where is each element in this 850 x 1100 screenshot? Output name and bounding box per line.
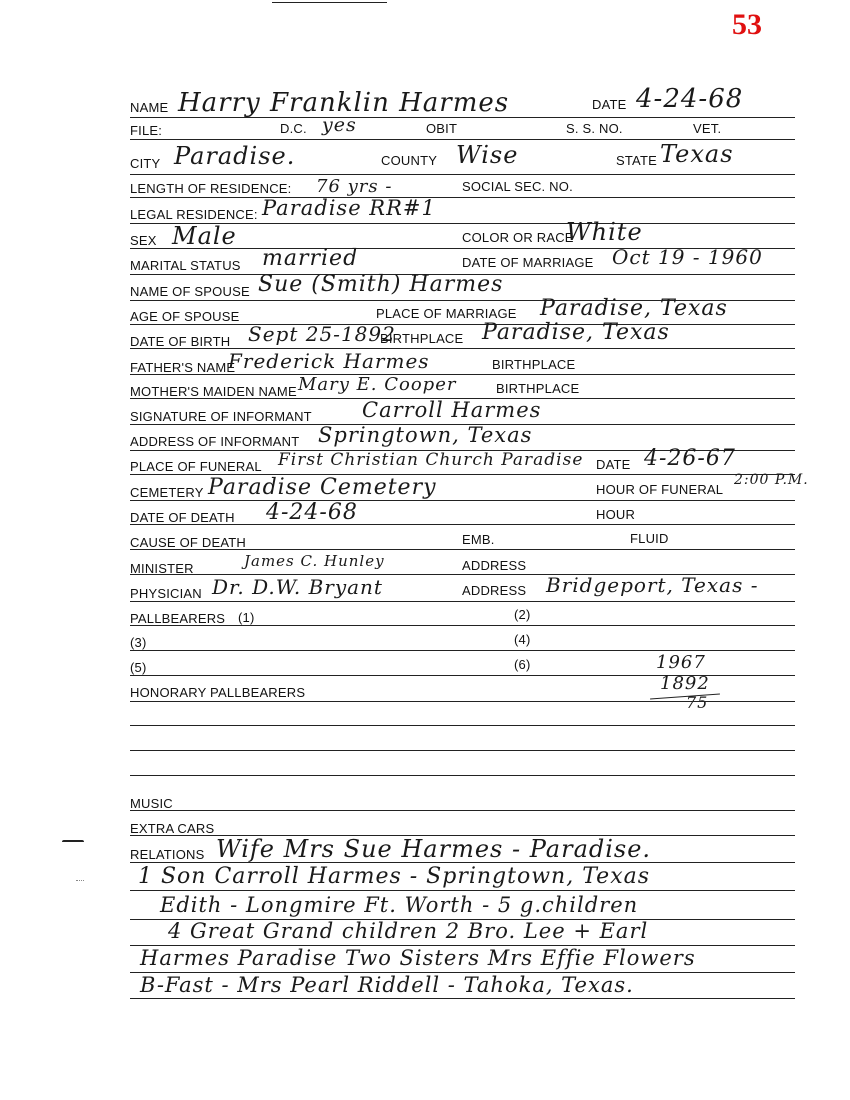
label-date: DATE (592, 97, 627, 112)
label-physician: PHYSICIAN (130, 586, 202, 601)
label-signature-informant: SIGNATURE OF INFORMANT (130, 409, 312, 424)
value-physician: Dr. D.W. Bryant (212, 575, 383, 599)
label-place-funeral: PLACE OF FUNERAL (130, 459, 262, 474)
label-date-birth: DATE OF BIRTH (130, 334, 231, 349)
relations-line-5: Harmes Paradise Two Sisters Mrs Effie Flowers (140, 946, 696, 970)
value-calc-1892: 1892 (660, 673, 710, 694)
margin-dot (76, 880, 84, 881)
label-ssno: S. S. NO. (566, 121, 623, 136)
label-mothers-maiden: MOTHER'S MAIDEN NAME (130, 384, 297, 399)
label-sex: SEX (130, 233, 157, 248)
value-date: 4-24-68 (636, 84, 744, 114)
label-honorary: HONORARY PALLBEARERS (130, 685, 306, 700)
label-marital-status: MARITAL STATUS (130, 258, 241, 273)
value-birthplace: Paradise, Texas (482, 320, 670, 345)
label-address-informant: ADDRESS OF INFORMANT (130, 434, 300, 449)
rule-pb3 (130, 650, 795, 651)
label-city: CITY (130, 156, 161, 171)
value-address-informant: Springtown, Texas (318, 423, 533, 447)
label-fathers-name: FATHER'S NAME (130, 360, 236, 375)
value-physician-address: Bridgeport, Texas - (546, 573, 759, 597)
relations-line-2: 1 Son Carroll Harmes - Springtown, Texas (138, 864, 651, 889)
value-fathers-name: Frederick Harmes (228, 349, 430, 373)
value-minister: James C. Hunley (244, 552, 385, 570)
value-signature-informant: Carroll Harmes (362, 398, 542, 422)
value-funeral-date: 4-26-67 (644, 446, 736, 471)
rule-cause (130, 549, 795, 550)
label-obit: OBIT (426, 121, 458, 136)
label-pb3: (3) (130, 635, 147, 650)
label-place-marriage: PLACE OF MARRIAGE (376, 306, 517, 321)
value-color-race: White (566, 218, 643, 246)
label-pb1: (1) (238, 610, 255, 625)
relations-line-1: Wife Mrs Sue Harmes - Paradise. (216, 835, 652, 863)
label-pb5: (5) (130, 660, 147, 675)
rule-blank-3 (130, 775, 795, 776)
rule-music (130, 810, 795, 811)
label-music: MUSIC (130, 796, 173, 811)
rule-father (130, 374, 795, 375)
relations-line-4: 4 Great Grand children 2 Bro. Lee + Earl (168, 919, 649, 943)
label-county: COUNTY (381, 153, 438, 168)
label-hour: HOUR (596, 507, 636, 522)
label-length-residence: LENGTH OF RESIDENCE: (130, 181, 292, 196)
calc-rule (650, 694, 720, 700)
value-marital-status: married (262, 246, 359, 271)
value-length-residence: 76 yrs - (316, 176, 393, 197)
label-pb4: (4) (514, 632, 531, 647)
value-date-marriage: Oct 19 - 1960 (612, 245, 763, 269)
value-date-birth: Sept 25-1892 (248, 322, 396, 346)
value-county: Wise (456, 141, 519, 169)
rule-cemetery (130, 500, 795, 501)
value-name: Harry Franklin Harmes (178, 88, 510, 118)
label-age-spouse: AGE OF SPOUSE (130, 309, 240, 324)
label-pb6: (6) (514, 657, 531, 672)
margin-mark (62, 840, 84, 842)
label-vet: VET. (693, 121, 722, 136)
label-hour-funeral: HOUR OF FUNERAL (596, 482, 724, 497)
label-date-marriage: DATE OF MARRIAGE (462, 255, 594, 270)
rule-pb1 (130, 625, 795, 626)
rule-death (130, 524, 795, 525)
label-dc: D.C. (280, 121, 307, 136)
value-city: Paradise. (174, 142, 296, 170)
value-dc: yes (322, 114, 357, 136)
rule-blank-2 (130, 750, 795, 751)
label-mother-birthplace: BIRTHPLACE (496, 381, 580, 396)
label-extra-cars: EXTRA CARS (130, 821, 215, 836)
value-place-marriage: Paradise, Texas (540, 296, 728, 321)
label-name: NAME (130, 100, 169, 115)
label-cemetery: CEMETERY (130, 485, 204, 500)
label-legal-residence: LEGAL RESIDENCE: (130, 207, 258, 222)
rule-age-spouse (130, 324, 795, 325)
relations-line-3: Edith - Longmire Ft. Worth - 5 g.children (160, 893, 639, 917)
label-emb: EMB. (462, 532, 495, 547)
label-color-race: COLOR OR RACE (462, 230, 574, 245)
rule-relations-1 (130, 862, 795, 863)
rule-blank-1 (130, 725, 795, 726)
value-hour-funeral: 2:00 P.M. (734, 472, 809, 488)
top-rule (272, 2, 387, 3)
value-cemetery: Paradise Cemetery (208, 475, 437, 500)
label-minister: MINISTER (130, 561, 194, 576)
rule-honorary (130, 701, 795, 702)
value-state: Texas (660, 140, 734, 168)
label-social-sec: SOCIAL SEC. NO. (462, 179, 573, 194)
value-sex: Male (172, 222, 237, 250)
value-mothers-maiden: Mary E. Cooper (298, 374, 457, 395)
value-date-death: 4-24-68 (266, 500, 358, 525)
relations-line-6: B-Fast - Mrs Pearl Riddell - Tahoka, Texas. (140, 973, 634, 997)
label-birthplace: BIRTHPLACE (380, 331, 464, 346)
rule-relations-2 (130, 890, 795, 891)
value-calc-75: 75 (686, 693, 709, 712)
label-physician-address: ADDRESS (462, 583, 527, 598)
value-name-spouse: Sue (Smith) Harmes (258, 272, 504, 297)
label-pallbearers: PALLBEARERS (130, 611, 226, 626)
label-file: FILE: (130, 123, 163, 138)
label-name-spouse: NAME OF SPOUSE (130, 284, 250, 299)
rule-length (130, 197, 795, 198)
label-funeral-date: DATE (596, 457, 631, 472)
label-state: STATE (616, 153, 657, 168)
label-fluid: FLUID (630, 531, 669, 546)
label-father-birthplace: BIRTHPLACE (492, 357, 576, 372)
label-relations: RELATIONS (130, 847, 205, 862)
rule-name (130, 117, 795, 118)
label-pb2: (2) (514, 607, 531, 622)
label-cause-death: CAUSE OF DEATH (130, 535, 246, 550)
value-calc-1967: 1967 (656, 652, 706, 673)
label-date-death: DATE OF DEATH (130, 510, 235, 525)
rule-city (130, 174, 795, 175)
rule-relations-6 (130, 998, 795, 999)
value-place-funeral: First Christian Church Paradise (278, 450, 584, 470)
rule-physician (130, 601, 795, 602)
page-number: 53 (732, 8, 762, 41)
value-legal-residence: Paradise RR#1 (262, 196, 436, 220)
label-minister-address: ADDRESS (462, 558, 527, 573)
